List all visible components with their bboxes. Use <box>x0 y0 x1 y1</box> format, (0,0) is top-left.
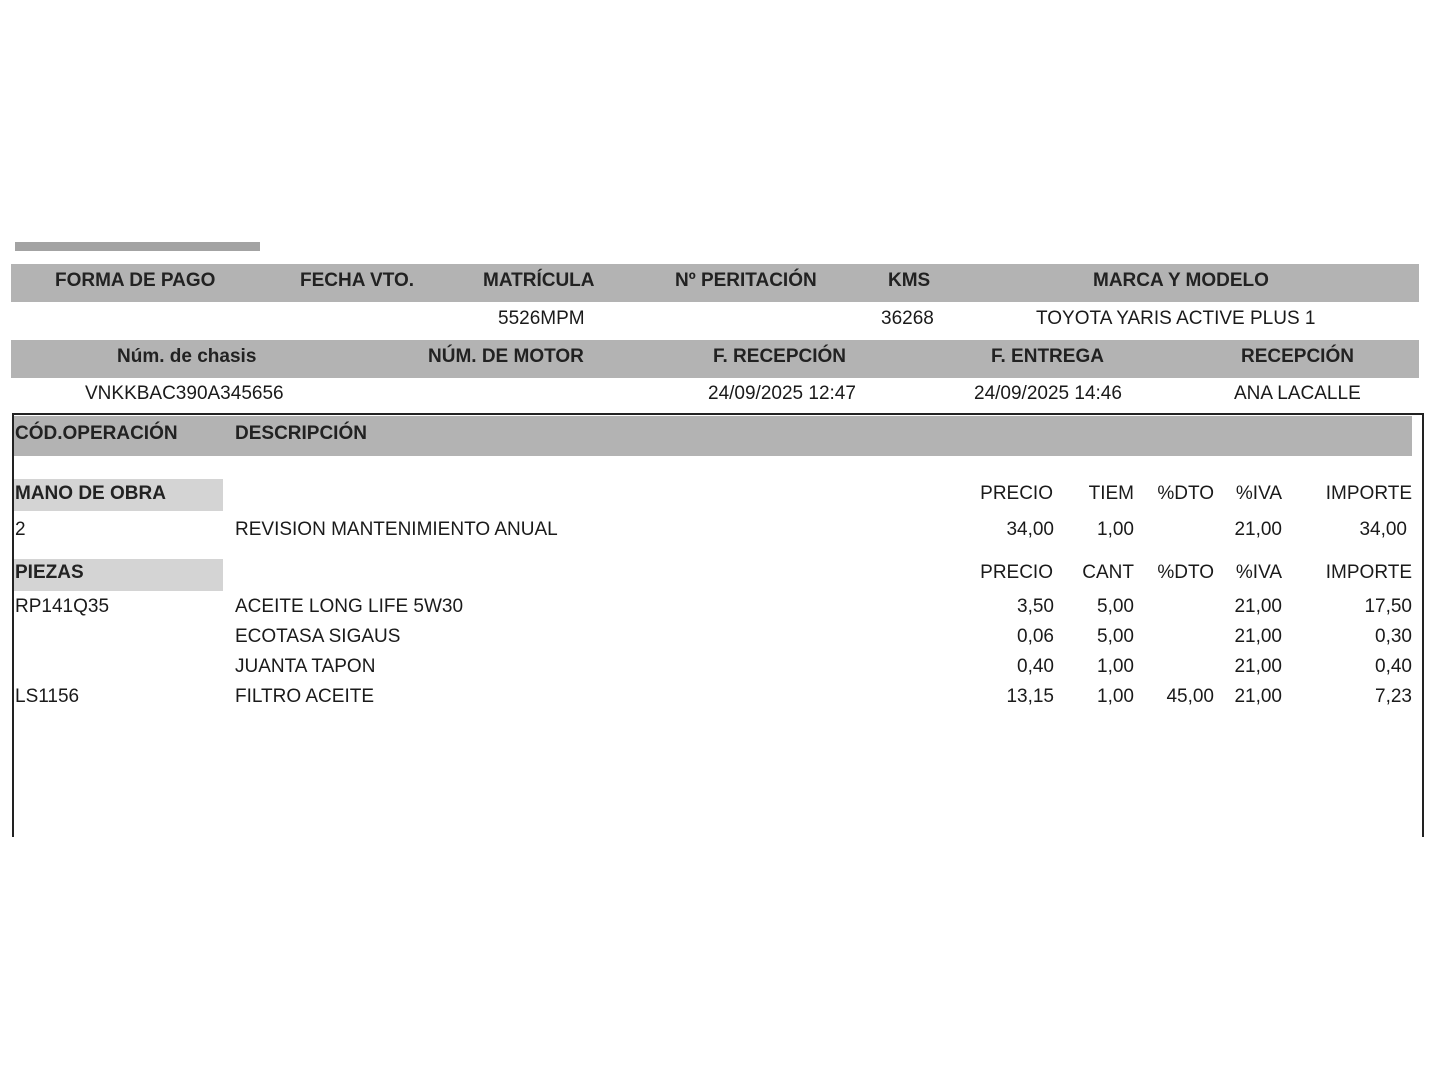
row-precio: 13,15 <box>1006 686 1054 707</box>
row-importe: 0,30 <box>1375 626 1412 647</box>
col-precio: PRECIO <box>980 483 1053 504</box>
row-codigo: LS1156 <box>15 686 80 707</box>
col-importe: IMPORTE <box>1325 483 1412 504</box>
row-descripcion: FILTRO ACEITE <box>235 686 375 707</box>
col-dto: %DTO <box>1157 562 1214 583</box>
operations-frame <box>12 413 1424 837</box>
row-descripcion: ECOTASA SIGAUS <box>235 626 401 647</box>
col-iva: %IVA <box>1235 562 1282 583</box>
row-tiem: 1,00 <box>1097 519 1134 540</box>
row-descripcion: JUANTA TAPON <box>235 656 376 677</box>
col-precio: PRECIO <box>980 562 1053 583</box>
col-descripcion: DESCRIPCIÓN <box>235 423 367 444</box>
row-cant: 1,00 <box>1097 656 1134 677</box>
label-chasis: Núm. de chasis <box>117 346 257 367</box>
section-mano-obra-title: MANO DE OBRA <box>15 483 166 504</box>
section-piezas-title: PIEZAS <box>15 562 84 583</box>
row-iva: 21,00 <box>1234 596 1282 617</box>
row-dto: 45,00 <box>1166 686 1214 707</box>
row-importe: 34,00 <box>1359 519 1407 540</box>
row-cant: 5,00 <box>1097 596 1134 617</box>
label-forma-pago: FORMA DE PAGO <box>55 270 216 291</box>
row-iva: 21,00 <box>1234 519 1282 540</box>
col-dto: %DTO <box>1157 483 1214 504</box>
label-motor: NÚM. DE MOTOR <box>428 346 584 367</box>
value-f-recepcion: 24/09/2025 12:47 <box>708 383 856 404</box>
col-codigo-operacion: CÓD.OPERACIÓN <box>15 423 178 444</box>
value-marca-modelo: TOYOTA YARIS ACTIVE PLUS 1 <box>1036 308 1316 329</box>
value-f-entrega: 24/09/2025 14:46 <box>974 383 1122 404</box>
label-matricula: MATRÍCULA <box>483 270 595 291</box>
row-iva: 21,00 <box>1234 656 1282 677</box>
label-f-recepcion: F. RECEPCIÓN <box>713 346 847 367</box>
col-iva: %IVA <box>1235 483 1282 504</box>
value-chasis: VNKKBAC390A345656 <box>85 383 284 404</box>
label-peritacion: Nº PERITACIÓN <box>675 270 817 291</box>
row-precio: 0,40 <box>1017 656 1054 677</box>
row-iva: 21,00 <box>1234 686 1282 707</box>
operations-header-band <box>14 416 1412 456</box>
col-cant: CANT <box>1082 562 1134 583</box>
row-codigo: RP141Q35 <box>15 596 110 617</box>
row-precio: 34,00 <box>1006 519 1054 540</box>
row-precio: 0,06 <box>1017 626 1054 647</box>
col-tiem: TIEM <box>1088 483 1134 504</box>
row-importe: 17,50 <box>1364 596 1412 617</box>
row-codigo: 2 <box>15 519 26 540</box>
row-cant: 5,00 <box>1097 626 1134 647</box>
value-matricula: 5526MPM <box>498 308 585 329</box>
row-importe: 0,40 <box>1375 656 1412 677</box>
row-importe: 7,23 <box>1375 686 1412 707</box>
label-recepcion: RECEPCIÓN <box>1241 346 1354 367</box>
row-precio: 3,50 <box>1017 596 1054 617</box>
label-marca-modelo: MARCA Y MODELO <box>1093 270 1269 291</box>
row-cant: 1,00 <box>1097 686 1134 707</box>
row-descripcion: ACEITE LONG LIFE 5W30 <box>235 596 464 617</box>
col-importe: IMPORTE <box>1325 562 1412 583</box>
label-fecha-vto: FECHA VTO. <box>300 270 415 291</box>
row-descripcion: REVISION MANTENIMIENTO ANUAL <box>235 519 558 540</box>
label-f-entrega: F. ENTREGA <box>991 346 1104 367</box>
value-kms: 36268 <box>881 308 934 329</box>
label-kms: KMS <box>888 270 931 291</box>
row-iva: 21,00 <box>1234 626 1282 647</box>
header-rule <box>15 242 260 251</box>
value-recepcion: ANA LACALLE <box>1234 383 1361 404</box>
